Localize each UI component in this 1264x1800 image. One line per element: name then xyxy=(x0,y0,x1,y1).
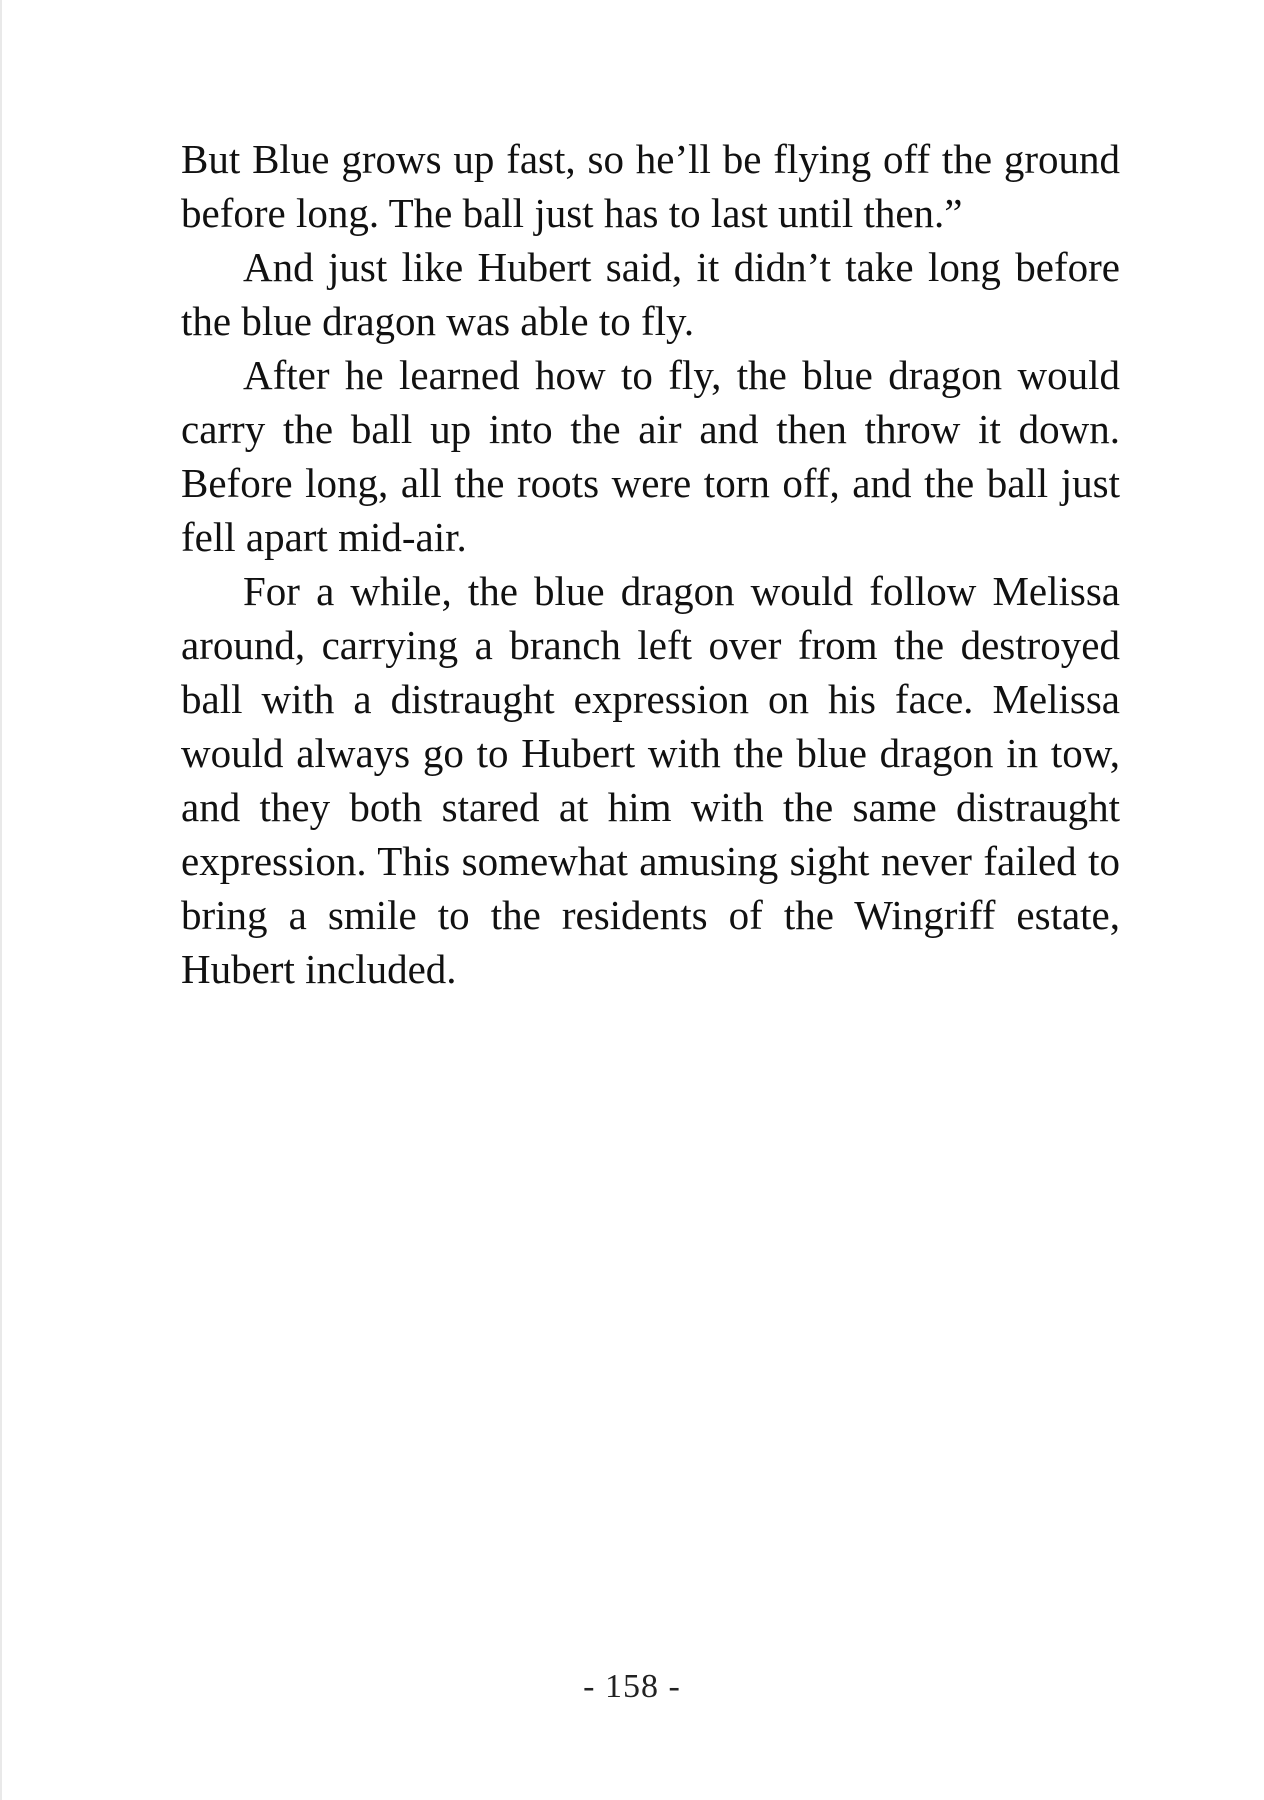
paragraph-4: For a while, the blue dragon would follow Melissa around, carrying a branch left over from the destroyed ball with a distraught expression on his face. Melissa would always go to Hubert with the blue dragon in tow, and they both stared at him with the same distraught expression. This somewhat amusing sight never failed to bring a smile to the residents of the Wingriff estate, Hubert included. xyxy=(181,568,1120,992)
page-number: - 158 - xyxy=(583,1668,681,1705)
page-binding-edge xyxy=(0,0,2,1800)
paragraph-2: And just like Hubert said, it didn’t take long before the blue dragon was able to fly. xyxy=(181,244,1120,344)
body-text xyxy=(181,132,1120,996)
paragraph-1: But Blue grows up fast, so he’ll be flying off the ground before long. The ball just has to last until then.” xyxy=(181,136,1120,236)
paragraph-3: After he learned how to fly, the blue dragon would carry the ball up into the air and then throw it down. Before long, all the roots were torn off, and the ball just fell apart mid-air. xyxy=(181,352,1120,560)
